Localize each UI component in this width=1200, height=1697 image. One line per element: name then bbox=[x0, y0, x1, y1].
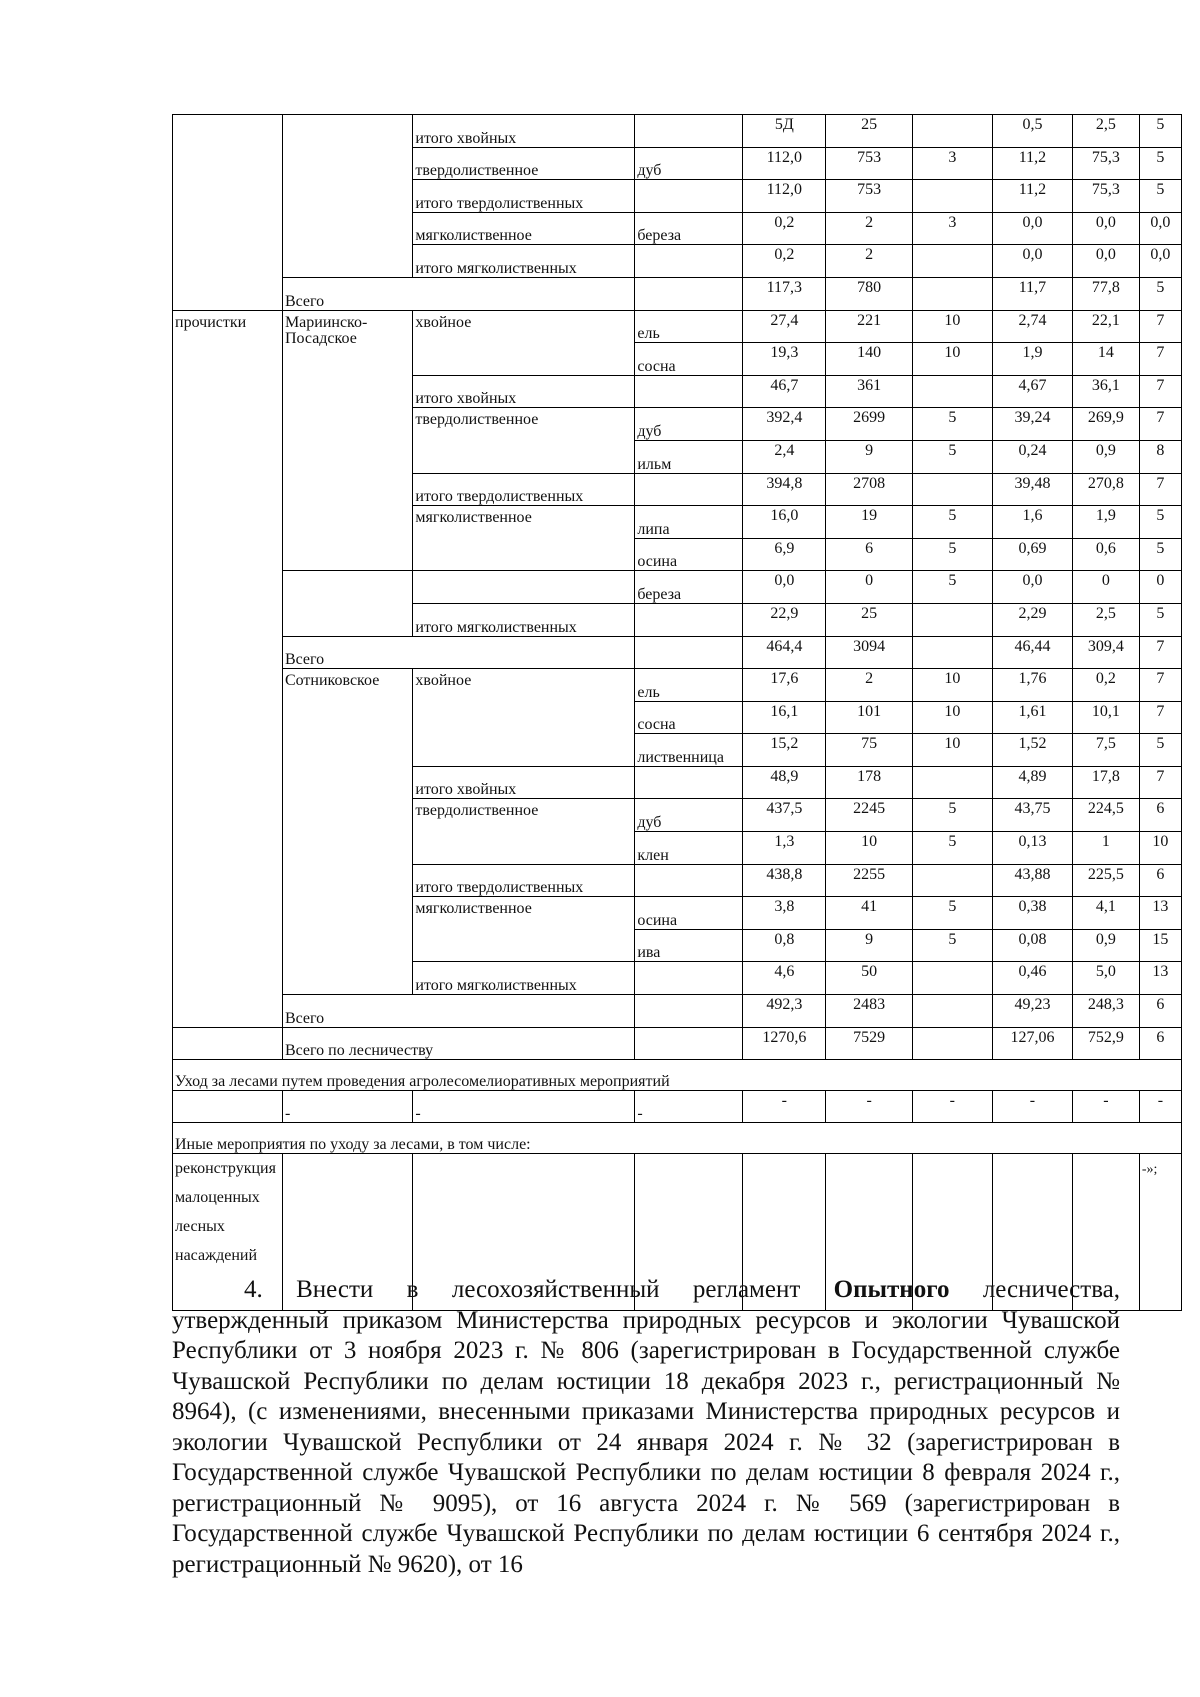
table-cell: итого хвойных bbox=[413, 115, 635, 148]
table-cell: 41 bbox=[826, 897, 912, 930]
table-cell: 6 bbox=[1139, 799, 1181, 832]
table-cell: 0,0 bbox=[743, 571, 826, 604]
table-cell: 5Д bbox=[743, 115, 826, 148]
table-cell: 117,3 bbox=[743, 277, 826, 310]
table-row bbox=[173, 1027, 1182, 1060]
table-cell: мягколиственное bbox=[413, 897, 635, 962]
table-cell: 46,7 bbox=[743, 375, 826, 408]
table-cell: - bbox=[912, 1090, 992, 1123]
table-row bbox=[173, 1123, 1182, 1154]
table-cell: итого хвойных bbox=[413, 375, 635, 408]
table-cell: 9 bbox=[826, 440, 912, 473]
table-cell: 225,5 bbox=[1073, 864, 1140, 897]
table-cell: 2 bbox=[826, 245, 912, 278]
table-cell: 438,8 bbox=[743, 864, 826, 897]
table-cell: 7 bbox=[1139, 701, 1181, 734]
table-cell: итого мягколиственных bbox=[413, 245, 635, 278]
table-cell: 1,9 bbox=[992, 343, 1072, 376]
table-cell: 6 bbox=[826, 538, 912, 571]
table-cell: прочистки bbox=[173, 310, 283, 1027]
table-row bbox=[173, 277, 1182, 310]
table-cell: 0,0 bbox=[1139, 212, 1181, 245]
table-cell: 50 bbox=[826, 962, 912, 995]
table-cell bbox=[635, 962, 743, 995]
table-cell: 361 bbox=[826, 375, 912, 408]
table-cell: 10 bbox=[912, 343, 992, 376]
table-cell: хвойное bbox=[413, 310, 635, 375]
table-cell bbox=[635, 375, 743, 408]
table-cell: 5 bbox=[912, 799, 992, 832]
table-cell: 5 bbox=[1139, 180, 1181, 213]
table-cell: 5 bbox=[912, 929, 992, 962]
table-cell: 5 bbox=[1139, 734, 1181, 767]
table-cell: 10 bbox=[826, 832, 912, 865]
table-cell: 0,9 bbox=[1073, 440, 1140, 473]
table-cell bbox=[912, 766, 992, 799]
table-cell: 49,23 bbox=[992, 995, 1072, 1028]
table-cell bbox=[635, 1027, 743, 1060]
table-cell: 0 bbox=[1139, 571, 1181, 604]
table-cell: 0,8 bbox=[743, 929, 826, 962]
table-cell: 6 bbox=[1139, 1027, 1181, 1060]
table-cell: 3 bbox=[912, 212, 992, 245]
table-cell: 13 bbox=[1139, 897, 1181, 930]
table-cell: 0,46 bbox=[992, 962, 1072, 995]
table-cell: Всего bbox=[282, 636, 634, 669]
table-cell: 7 bbox=[1139, 766, 1181, 799]
table-cell: 17,6 bbox=[743, 669, 826, 702]
table-cell: 753 bbox=[826, 147, 912, 180]
table-cell bbox=[173, 115, 283, 311]
table-cell: ильм bbox=[635, 440, 743, 473]
forest-care-table bbox=[172, 114, 1182, 1311]
table-cell: - bbox=[826, 1090, 912, 1123]
table-cell: реконструкция малоценных лесных насаждений bbox=[173, 1154, 283, 1311]
table-cell: 464,4 bbox=[743, 636, 826, 669]
table-cell: 753 bbox=[826, 180, 912, 213]
table-cell: осина bbox=[635, 538, 743, 571]
table-cell: 10 bbox=[1139, 832, 1181, 865]
table-row bbox=[173, 1060, 1182, 1091]
table-cell: итого твердолиственных bbox=[413, 864, 635, 897]
table-cell: 0,08 bbox=[992, 929, 1072, 962]
table-cell: 2,5 bbox=[1073, 603, 1140, 636]
table-cell: 0,2 bbox=[743, 245, 826, 278]
table-cell: 75 bbox=[826, 734, 912, 767]
table-cell bbox=[635, 636, 743, 669]
table-cell: 5 bbox=[1139, 538, 1181, 571]
table-cell: 11,7 bbox=[992, 277, 1072, 310]
table-cell: сосна bbox=[635, 343, 743, 376]
table-cell: 2 bbox=[826, 212, 912, 245]
table-cell bbox=[912, 245, 992, 278]
table-cell: 7 bbox=[1139, 408, 1181, 441]
table-cell: 1,3 bbox=[743, 832, 826, 865]
table-row bbox=[173, 571, 1182, 604]
table-cell: 0,13 bbox=[992, 832, 1072, 865]
table-cell: - bbox=[1139, 1090, 1181, 1123]
table-cell: 4,67 bbox=[992, 375, 1072, 408]
table-cell: 5 bbox=[1139, 506, 1181, 539]
table-cell: 5 bbox=[912, 506, 992, 539]
table-cell: 19 bbox=[826, 506, 912, 539]
table-cell: 394,8 bbox=[743, 473, 826, 506]
table-cell: береза bbox=[635, 571, 743, 604]
table-cell: 248,3 bbox=[1073, 995, 1140, 1028]
table-cell: мягколиственное bbox=[413, 212, 635, 245]
table-cell bbox=[912, 277, 992, 310]
table-cell: 36,1 bbox=[1073, 375, 1140, 408]
table-cell bbox=[635, 473, 743, 506]
table-cell: 39,24 bbox=[992, 408, 1072, 441]
table-row bbox=[173, 995, 1182, 1028]
section-header: Уход за лесами путем проведения агролесомелиоративных мероприятий bbox=[173, 1060, 1182, 1091]
table-cell: 5 bbox=[912, 538, 992, 571]
table-cell: - bbox=[1073, 1090, 1140, 1123]
table-cell bbox=[912, 864, 992, 897]
table-cell: 5 bbox=[1139, 115, 1181, 148]
table-cell: твердолиственное bbox=[413, 408, 635, 473]
table-cell bbox=[413, 571, 635, 604]
table-cell: - bbox=[413, 1090, 635, 1123]
table-cell: 0,38 bbox=[992, 897, 1072, 930]
table-cell: 22,9 bbox=[743, 603, 826, 636]
table-cell: 0,0 bbox=[1073, 212, 1140, 245]
table-cell: 7 bbox=[1139, 375, 1181, 408]
table-cell: - bbox=[992, 1090, 1072, 1123]
table-cell: 0,24 bbox=[992, 440, 1072, 473]
table-cell: 77,8 bbox=[1073, 277, 1140, 310]
table-cell: 2245 bbox=[826, 799, 912, 832]
table-cell bbox=[912, 603, 992, 636]
table-cell bbox=[635, 277, 743, 310]
table-cell: 0,0 bbox=[1139, 245, 1181, 278]
table-cell bbox=[912, 636, 992, 669]
table-cell: 25 bbox=[826, 115, 912, 148]
table-cell: твердолиственное bbox=[413, 147, 635, 180]
table-cell: 7 bbox=[1139, 310, 1181, 343]
table-cell: Всего bbox=[282, 995, 634, 1028]
table-cell: -»; bbox=[1139, 1154, 1181, 1311]
table-cell: 0,2 bbox=[1073, 669, 1140, 702]
table-cell: 25 bbox=[826, 603, 912, 636]
table-row bbox=[173, 115, 1182, 148]
table-cell: 5,0 bbox=[1073, 962, 1140, 995]
table-cell: 752,9 bbox=[1073, 1027, 1140, 1060]
table-cell: 27,4 bbox=[743, 310, 826, 343]
table-cell: береза bbox=[635, 212, 743, 245]
table-cell: 1,61 bbox=[992, 701, 1072, 734]
table-cell: дуб bbox=[635, 408, 743, 441]
table-cell: 5 bbox=[912, 408, 992, 441]
table-cell: 0,0 bbox=[992, 571, 1072, 604]
table-cell: 43,75 bbox=[992, 799, 1072, 832]
table-cell bbox=[912, 995, 992, 1028]
table-row bbox=[173, 636, 1182, 669]
table-cell: 6 bbox=[1139, 864, 1181, 897]
table-cell: 75,3 bbox=[1073, 147, 1140, 180]
forestry-name: Опытного bbox=[833, 1276, 950, 1303]
table-cell: 3094 bbox=[826, 636, 912, 669]
table-cell: 2708 bbox=[826, 473, 912, 506]
table-cell: 16,0 bbox=[743, 506, 826, 539]
table-cell: дуб bbox=[635, 799, 743, 832]
table-cell bbox=[912, 962, 992, 995]
table-cell: 1270,6 bbox=[743, 1027, 826, 1060]
table-cell: 269,9 bbox=[1073, 408, 1140, 441]
table-cell: 1,9 bbox=[1073, 506, 1140, 539]
table-cell: 0,0 bbox=[992, 245, 1072, 278]
table-cell: 0,0 bbox=[1073, 245, 1140, 278]
table-cell: 492,3 bbox=[743, 995, 826, 1028]
table-cell: 140 bbox=[826, 343, 912, 376]
table-cell: твердолиственное bbox=[413, 799, 635, 864]
table-cell: 4,89 bbox=[992, 766, 1072, 799]
table-cell: 6,9 bbox=[743, 538, 826, 571]
table-cell: 11,2 bbox=[992, 147, 1072, 180]
table-cell: 3 bbox=[912, 147, 992, 180]
table-cell bbox=[635, 864, 743, 897]
table-cell: 8 bbox=[1139, 440, 1181, 473]
table-cell: 7 bbox=[1139, 669, 1181, 702]
table-cell: 1,6 bbox=[992, 506, 1072, 539]
table-cell: 7 bbox=[1139, 636, 1181, 669]
table-cell: 15 bbox=[1139, 929, 1181, 962]
table-cell: 5 bbox=[912, 571, 992, 604]
table-cell: 9 bbox=[826, 929, 912, 962]
table-cell: Сотниковское bbox=[282, 669, 412, 995]
table-cell: 1,76 bbox=[992, 669, 1072, 702]
table-cell: 780 bbox=[826, 277, 912, 310]
table-cell: липа bbox=[635, 506, 743, 539]
table-cell: 1,52 bbox=[992, 734, 1072, 767]
table-cell: 5 bbox=[1139, 603, 1181, 636]
table-cell bbox=[635, 180, 743, 213]
table-cell: 46,44 bbox=[992, 636, 1072, 669]
table-cell: 14 bbox=[1073, 343, 1140, 376]
table-cell: итого твердолиственных bbox=[413, 473, 635, 506]
table-cell bbox=[173, 1090, 283, 1123]
table-cell: ива bbox=[635, 929, 743, 962]
table-cell bbox=[635, 766, 743, 799]
table-cell: 0,5 bbox=[992, 115, 1072, 148]
table-cell: 10 bbox=[912, 734, 992, 767]
table-cell: 2699 bbox=[826, 408, 912, 441]
table-cell: Мариинско-Посадское bbox=[282, 310, 412, 571]
table-cell: 3,8 bbox=[743, 897, 826, 930]
table-cell: 16,1 bbox=[743, 701, 826, 734]
table-cell: 2255 bbox=[826, 864, 912, 897]
table-cell bbox=[173, 1027, 283, 1060]
table-cell: 5 bbox=[1139, 147, 1181, 180]
paragraph-number: 4. bbox=[244, 1276, 263, 1303]
table-cell: 6 bbox=[1139, 995, 1181, 1028]
table-cell bbox=[912, 115, 992, 148]
table-cell: - bbox=[282, 1090, 412, 1123]
table-cell: 10,1 bbox=[1073, 701, 1140, 734]
table-cell: 101 bbox=[826, 701, 912, 734]
table-cell: 437,5 bbox=[743, 799, 826, 832]
table-cell bbox=[282, 115, 412, 278]
table-row bbox=[173, 669, 1182, 702]
table-cell: 0,2 bbox=[743, 212, 826, 245]
table-cell bbox=[282, 571, 412, 636]
table-cell: мягколиственное bbox=[413, 506, 635, 571]
table-cell bbox=[635, 245, 743, 278]
table-cell bbox=[912, 1027, 992, 1060]
table-cell: 392,4 bbox=[743, 408, 826, 441]
table-cell: Всего по лесничеству bbox=[282, 1027, 634, 1060]
table-cell bbox=[635, 115, 743, 148]
table-cell: Всего bbox=[282, 277, 634, 310]
table-cell: 7 bbox=[1139, 473, 1181, 506]
table-cell: 19,3 bbox=[743, 343, 826, 376]
table-cell bbox=[635, 603, 743, 636]
table-cell: 112,0 bbox=[743, 180, 826, 213]
table-cell: 39,48 bbox=[992, 473, 1072, 506]
table-cell: 0,0 bbox=[992, 212, 1072, 245]
table-cell: 0,6 bbox=[1073, 538, 1140, 571]
table-cell: 0,69 bbox=[992, 538, 1072, 571]
table-row bbox=[173, 1090, 1182, 1123]
table-cell: 7,5 bbox=[1073, 734, 1140, 767]
table-cell bbox=[912, 180, 992, 213]
table-cell: 2,4 bbox=[743, 440, 826, 473]
table-cell: 2,5 bbox=[1073, 115, 1140, 148]
table-cell bbox=[635, 995, 743, 1028]
table-cell: 1 bbox=[1073, 832, 1140, 865]
table-cell: дуб bbox=[635, 147, 743, 180]
table-cell: 13 bbox=[1139, 962, 1181, 995]
table-cell: 127,06 bbox=[992, 1027, 1072, 1060]
table-cell: 2,74 bbox=[992, 310, 1072, 343]
table-cell: 7529 bbox=[826, 1027, 912, 1060]
table-cell: 309,4 bbox=[1073, 636, 1140, 669]
table-cell: итого мягколиственных bbox=[413, 603, 635, 636]
table-cell: 5 bbox=[1139, 277, 1181, 310]
table-cell: 112,0 bbox=[743, 147, 826, 180]
table-cell: 4,6 bbox=[743, 962, 826, 995]
paragraph-text-rest: лесничества, утвержденный приказом Министерства природных ресурсов и экологии Чувашской Республики от 3 ноября 2023 г. № 806 (зарегистрирован в Государственной службе Чувашской Республики по делам юстиции 18 декабря 2023 г., регистрационный № 8964), (с изменениями, внесенными приказами Министерства природных ресурсов и экологии Чувашской Республики от 24 января 2024 г. № 32 (зарегистрирован в Государственной службе Чувашской Республики по делам юстиции 8 февраля 2024 г., регистрационный № 9095), от 16 августа 2024 г. № 569 (зарегистрирован в Государственной службе Чувашской Республики по делам юстиции 6 сентября 2024 г., регистрационный № 9620), от 16 bbox=[172, 1276, 1121, 1578]
paragraph-text-start: Внести в лесохозяйственный регламент bbox=[296, 1276, 801, 1303]
table-cell: 10 bbox=[912, 669, 992, 702]
table-cell: 10 bbox=[912, 310, 992, 343]
table-cell bbox=[912, 473, 992, 506]
table-cell: 7 bbox=[1139, 343, 1181, 376]
table-cell: 2 bbox=[826, 669, 912, 702]
table-cell: 5 bbox=[912, 897, 992, 930]
table-cell: 15,2 bbox=[743, 734, 826, 767]
table-cell: 270,8 bbox=[1073, 473, 1140, 506]
table-cell: 4,1 bbox=[1073, 897, 1140, 930]
table-cell: 2,29 bbox=[992, 603, 1072, 636]
table-cell: итого мягколиственных bbox=[413, 962, 635, 995]
table-cell: 22,1 bbox=[1073, 310, 1140, 343]
table-cell: ель bbox=[635, 310, 743, 343]
table-cell: - bbox=[635, 1090, 743, 1123]
table-cell: итого твердолиственных bbox=[413, 180, 635, 213]
amendment-paragraph bbox=[172, 1275, 1120, 1580]
table-cell: 75,3 bbox=[1073, 180, 1140, 213]
table-cell: 43,88 bbox=[992, 864, 1072, 897]
table-cell: 10 bbox=[912, 701, 992, 734]
table-cell: 5 bbox=[912, 440, 992, 473]
table-cell: ель bbox=[635, 669, 743, 702]
table-cell: 48,9 bbox=[743, 766, 826, 799]
table-cell: 0 bbox=[826, 571, 912, 604]
table-row bbox=[173, 310, 1182, 343]
table-cell: 178 bbox=[826, 766, 912, 799]
table-cell: 11,2 bbox=[992, 180, 1072, 213]
table-cell: итого хвойных bbox=[413, 766, 635, 799]
table-cell: клен bbox=[635, 832, 743, 865]
section-header: Иные мероприятия по уходу за лесами, в том числе: bbox=[173, 1123, 1182, 1154]
table-cell: 5 bbox=[912, 832, 992, 865]
table-cell: 221 bbox=[826, 310, 912, 343]
table-cell: сосна bbox=[635, 701, 743, 734]
table-cell bbox=[912, 375, 992, 408]
table-cell: 17,8 bbox=[1073, 766, 1140, 799]
table-cell: 0 bbox=[1073, 571, 1140, 604]
table-cell: 2483 bbox=[826, 995, 912, 1028]
table-cell: 224,5 bbox=[1073, 799, 1140, 832]
table-cell: хвойное bbox=[413, 669, 635, 767]
table-cell: 0,9 bbox=[1073, 929, 1140, 962]
table-cell: - bbox=[743, 1090, 826, 1123]
table-cell: осина bbox=[635, 897, 743, 930]
table-cell: лиственница bbox=[635, 734, 743, 767]
